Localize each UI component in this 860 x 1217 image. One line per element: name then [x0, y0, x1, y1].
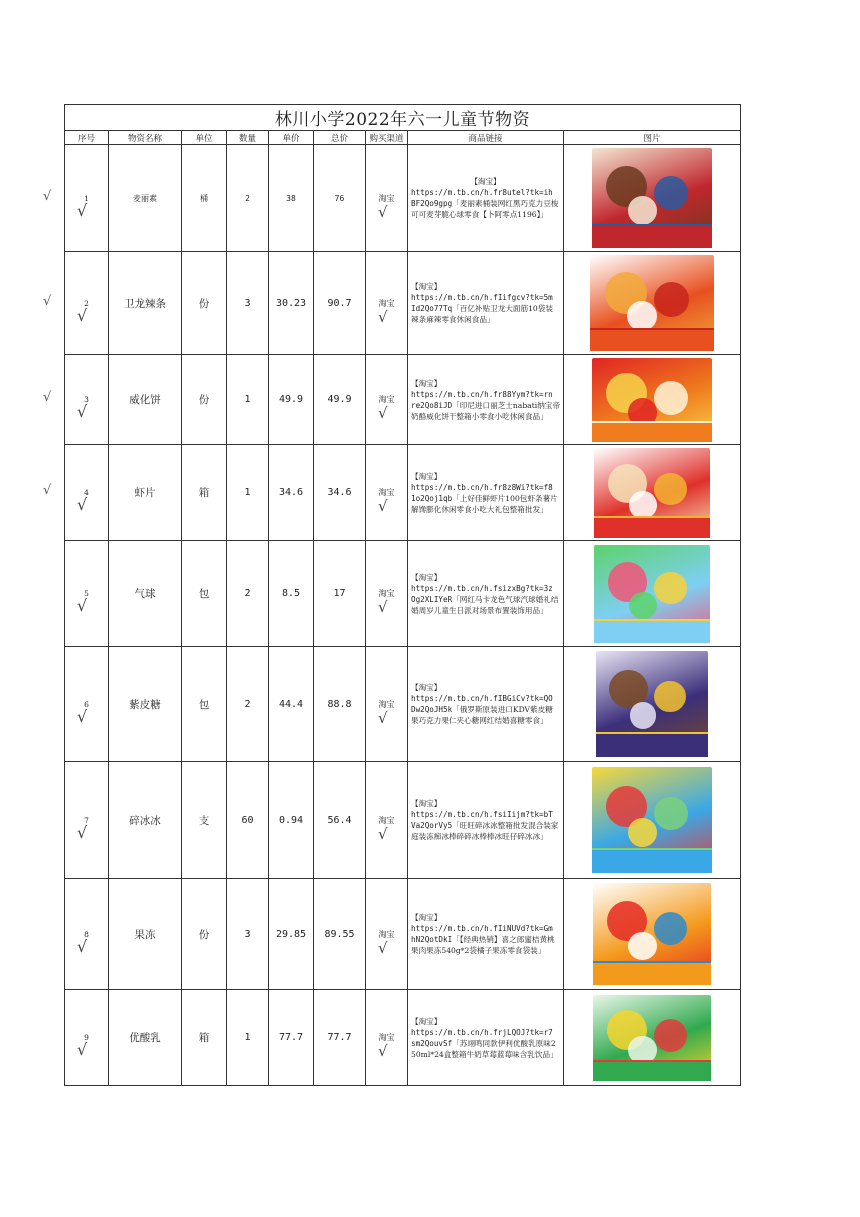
item-quantity: 2	[227, 541, 269, 647]
item-name: 气球	[109, 541, 182, 647]
purchase-channel	[366, 990, 408, 1086]
table-row	[65, 541, 741, 647]
purchase-channel-text: 淘宝	[378, 395, 395, 404]
row-number	[43, 445, 109, 541]
check-mark-icon: √	[378, 708, 388, 727]
product-link[interactable]	[408, 990, 564, 1086]
image-promo-band	[593, 961, 711, 985]
link-source-tag: 【淘宝】	[411, 913, 442, 922]
product-link[interactable]	[408, 541, 564, 647]
image-shape	[627, 301, 657, 331]
check-mark-icon: √	[378, 1042, 388, 1060]
image-shape	[654, 1019, 687, 1052]
item-quantity: 3	[227, 252, 269, 355]
purchase-channel	[366, 145, 408, 252]
link-description: 「旺旺碎冰冰整箱批发混合装家庭装冻痴冰棒碎碎冰棒棒冰旺仔碎冰冰」	[411, 821, 559, 841]
purchase-channel	[366, 445, 408, 541]
link-description: 「上好佳鲜虾片100包虾条薯片解馋膨化休闲零食小吃大礼包整箱批发」	[411, 493, 558, 514]
table-row	[65, 990, 741, 1086]
item-unit-price: 34.6	[269, 445, 314, 541]
link-description: 「麦丽素桶装网红黑巧克力豆梭可可麦芽脆心球零食【卜阿零点1196】」	[411, 199, 559, 219]
margin-check-icon: √	[43, 293, 52, 309]
row-number	[65, 541, 109, 647]
link-source-tag: 【淘宝】	[411, 572, 442, 582]
row-number-text: 4	[84, 488, 89, 497]
header-qty: 数量	[227, 131, 269, 145]
product-image	[592, 358, 712, 442]
item-quantity: 1	[227, 355, 269, 445]
purchase-channel	[366, 541, 408, 647]
image-promo-band	[594, 516, 710, 538]
image-promo-band	[592, 848, 712, 873]
image-promo-band	[596, 732, 708, 757]
product-image	[594, 448, 710, 538]
item-quantity: 1	[227, 990, 269, 1086]
link-source-tag: 【淘宝】	[470, 177, 501, 186]
header-row	[65, 131, 741, 145]
table-row	[65, 252, 741, 355]
table-row	[65, 355, 741, 445]
image-shape	[629, 491, 657, 519]
product-image	[592, 767, 712, 873]
item-unit: 支	[182, 762, 227, 879]
item-total-price: 34.6	[314, 445, 366, 541]
header-total: 总价	[314, 131, 366, 145]
table-row	[65, 879, 741, 990]
product-image	[592, 148, 712, 248]
purchase-channel-text: 淘宝	[378, 1033, 395, 1042]
link-url[interactable]: https://m.tb.cn/h.fr8utel?tk=ih BF2Qo9gpg	[411, 188, 553, 208]
item-unit: 箱	[182, 445, 227, 541]
link-source-tag: 【淘宝】	[411, 1016, 442, 1026]
image-shape	[630, 702, 657, 729]
check-mark-icon: √	[77, 936, 88, 956]
product-image	[593, 883, 711, 985]
row-number	[65, 879, 109, 990]
link-description: 「【经典热销】喜之郎蜜桔黄桃果肉果冻540g*2袋橘子果冻零食袋装」	[411, 935, 555, 955]
item-unit-price: 38	[269, 145, 314, 252]
item-unit-price: 8.5	[269, 541, 314, 647]
product-link[interactable]	[408, 445, 564, 541]
document-title: 林川小学2022年六一儿童节物资	[65, 105, 741, 131]
check-mark-icon: √	[77, 200, 88, 220]
row-number-text: 8	[84, 929, 89, 939]
link-source-tag: 【淘宝】	[411, 799, 442, 808]
product-link[interactable]	[408, 762, 564, 879]
row-number-text: 1	[84, 193, 89, 203]
link-source-tag: 【淘宝】	[411, 471, 442, 481]
row-number	[43, 145, 109, 252]
header-unit: 单位	[182, 131, 227, 145]
row-number	[65, 647, 109, 762]
row-number-text: 6	[84, 699, 89, 709]
image-shape	[654, 282, 689, 317]
check-mark-icon: √	[77, 305, 88, 325]
table-row	[65, 445, 741, 541]
header-image: 图片	[564, 131, 741, 145]
check-mark-icon: √	[378, 404, 388, 422]
link-url[interactable]: https://m.tb.cn/h.fsiIijm?tk=bT Va2QorVy5	[411, 810, 553, 830]
item-unit-price: 29.85	[269, 879, 314, 990]
item-total-price: 89.55	[314, 879, 366, 990]
item-name: 威化饼	[109, 355, 182, 445]
purchase-channel	[366, 762, 408, 879]
table-row	[65, 762, 741, 879]
item-total-price: 56.4	[314, 762, 366, 879]
supplies-table	[43, 104, 741, 1086]
item-name: 碎冰冰	[109, 762, 182, 879]
margin-check-icon: √	[43, 390, 52, 405]
header-price: 单价	[269, 131, 314, 145]
margin-check-icon: √	[43, 483, 52, 498]
product-image-cell	[564, 647, 741, 762]
check-mark-icon: √	[77, 822, 88, 842]
link-description: 「印尼进口丽芝士nabati纳宝帝奶酪威化饼干整箱小零食小吃休闲食品」	[411, 400, 560, 421]
row-number-text: 3	[84, 395, 89, 404]
image-shape	[654, 912, 687, 945]
product-image-cell	[564, 879, 741, 990]
item-total-price: 90.7	[314, 252, 366, 355]
item-unit: 包	[182, 647, 227, 762]
row-number-text: 9	[84, 1033, 89, 1042]
check-mark-icon: √	[77, 402, 88, 421]
product-image-cell	[564, 541, 741, 647]
link-url[interactable]: https://m.tb.cn/h.fr88Yym?tk=rn re2Qo8iJD	[411, 389, 553, 410]
link-source-tag: 【淘宝】	[411, 683, 442, 692]
image-promo-band	[592, 224, 712, 248]
item-name: 紫皮糖	[109, 647, 182, 762]
item-unit: 份	[182, 252, 227, 355]
image-promo-band	[594, 619, 710, 643]
check-mark-icon: √	[378, 938, 388, 957]
item-unit-price: 44.4	[269, 647, 314, 762]
link-url[interactable]: https://m.tb.cn/h.frjLQOJ?tk=r7 sm2QouvSf	[411, 1027, 553, 1048]
purchase-channel-text: 淘宝	[378, 815, 395, 825]
check-mark-icon: √	[77, 1040, 88, 1059]
image-shape	[654, 797, 688, 831]
check-mark-icon: √	[77, 706, 88, 726]
link-url[interactable]: https://m.tb.cn/h.fIBGiCv?tk=QO Dw2QoJH5k	[411, 694, 553, 714]
link-source-tag: 【淘宝】	[411, 378, 442, 388]
product-link[interactable]	[408, 145, 564, 252]
item-unit-price: 30.23	[269, 252, 314, 355]
row-number-text: 7	[84, 815, 89, 825]
item-unit: 份	[182, 879, 227, 990]
item-name: 优酸乳	[109, 990, 182, 1086]
item-total-price: 76	[314, 145, 366, 252]
product-image-cell	[564, 990, 741, 1086]
image-promo-band	[592, 421, 712, 441]
check-mark-icon: √	[378, 824, 388, 843]
image-shape	[628, 196, 657, 225]
purchase-channel-text: 淘宝	[378, 193, 395, 203]
product-image	[596, 651, 708, 757]
product-image-cell	[564, 145, 741, 252]
item-name: 果冻	[109, 879, 182, 990]
item-quantity: 1	[227, 445, 269, 541]
purchase-channel-text: 淘宝	[378, 488, 395, 497]
link-description: 「俄罗斯原装进口KDV紫皮糖果巧克力果仁夹心糖网红结婚喜糖零食」	[411, 705, 553, 725]
check-mark-icon: √	[378, 598, 388, 616]
image-shape	[654, 473, 686, 505]
item-name: 虾片	[109, 445, 182, 541]
product-link[interactable]	[408, 355, 564, 445]
item-quantity: 60	[227, 762, 269, 879]
image-promo-band	[590, 328, 714, 351]
purchase-channel-text: 淘宝	[378, 298, 395, 308]
table-body	[43, 145, 741, 1086]
image-promo-band	[593, 1060, 711, 1081]
product-image	[593, 995, 711, 1081]
purchase-channel-text: 淘宝	[378, 929, 395, 939]
image-shape	[628, 932, 656, 960]
link-description: 「百亿补贴卫龙大面筋10袋装辣条麻辣零食休闲食品」	[411, 304, 553, 324]
image-shape	[628, 818, 657, 847]
item-unit: 箱	[182, 990, 227, 1086]
header-name: 物资名称	[109, 131, 182, 145]
item-total-price: 17	[314, 541, 366, 647]
product-image-cell	[564, 355, 741, 445]
item-quantity: 2	[227, 145, 269, 252]
image-shape	[654, 572, 686, 604]
purchase-channel	[366, 355, 408, 445]
item-unit-price: 0.94	[269, 762, 314, 879]
margin-check-icon: √	[43, 188, 52, 204]
purchase-channel	[366, 879, 408, 990]
product-link[interactable]	[408, 647, 564, 762]
link-url[interactable]: https://m.tb.cn/h.fsizxBg?tk=3z Og2XLIYeR	[411, 583, 553, 604]
purchase-channel	[366, 647, 408, 762]
item-total-price: 49.9	[314, 355, 366, 445]
check-mark-icon: √	[378, 202, 388, 221]
product-link[interactable]	[408, 879, 564, 990]
row-number	[65, 762, 109, 879]
check-mark-icon: √	[77, 495, 88, 514]
item-unit: 份	[182, 355, 227, 445]
row-number	[43, 355, 109, 445]
link-url[interactable]: https://m.tb.cn/h.fIiNUVd?tk=Gm hN2QotDkI	[411, 924, 553, 944]
product-link[interactable]	[408, 252, 564, 355]
header-no: 序号	[65, 131, 109, 145]
product-image-cell	[564, 445, 741, 541]
table-row	[65, 145, 741, 252]
product-image	[590, 255, 714, 351]
image-shape	[654, 176, 688, 210]
image-shape	[654, 681, 685, 712]
check-mark-icon: √	[378, 307, 388, 326]
product-image-cell	[564, 762, 741, 879]
header-channel: 购买渠道	[366, 131, 408, 145]
image-shape	[654, 381, 688, 415]
link-url[interactable]: https://m.tb.cn/h.fr8z8Wi?tk=f8 1o2Qoj1qb	[411, 482, 553, 503]
link-source-tag: 【淘宝】	[411, 282, 442, 291]
item-unit-price: 77.7	[269, 990, 314, 1086]
product-image-cell	[564, 252, 741, 355]
link-description: 「网红马卡龙色气球汽球婚礼结婚周岁儿童生日派对场景布置装饰用品」	[411, 594, 559, 615]
image-shape	[629, 592, 657, 620]
link-description: 「苏翊鸣同款伊利优酸乳原味250ml*24盒整箱牛奶草莓蓝莓味含乳饮品」	[411, 1038, 558, 1059]
product-image	[594, 545, 710, 643]
item-unit-price: 49.9	[269, 355, 314, 445]
item-total-price: 88.8	[314, 647, 366, 762]
row-number-text: 2	[84, 298, 89, 308]
item-quantity: 2	[227, 647, 269, 762]
check-mark-icon: √	[77, 596, 88, 615]
header-link: 商品链接	[408, 131, 564, 145]
purchase-channel	[366, 252, 408, 355]
item-total-price: 77.7	[314, 990, 366, 1086]
item-unit: 包	[182, 541, 227, 647]
row-number	[65, 990, 109, 1086]
purchase-channel-text: 淘宝	[378, 589, 395, 598]
item-name: 麦丽素	[109, 145, 182, 252]
item-name: 卫龙辣条	[109, 252, 182, 355]
row-number	[43, 252, 109, 355]
purchase-channel-text: 淘宝	[378, 699, 395, 709]
item-quantity: 3	[227, 879, 269, 990]
check-mark-icon: √	[378, 497, 388, 515]
table-row	[65, 647, 741, 762]
item-unit: 桶	[182, 145, 227, 252]
row-number-text: 5	[84, 589, 89, 598]
link-url[interactable]: https://m.tb.cn/h.fIifgcv?tk=5m Id2Qo77Tq	[411, 293, 553, 313]
